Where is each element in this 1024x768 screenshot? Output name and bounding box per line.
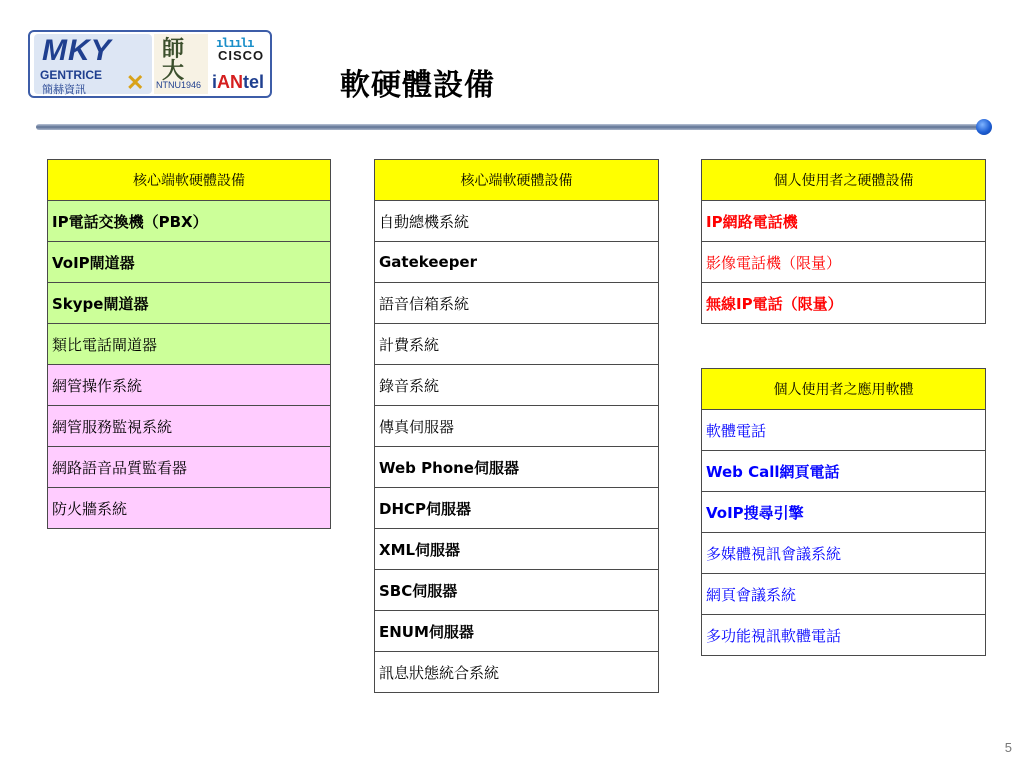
divider-knob-icon xyxy=(976,119,992,135)
iantel-i: i xyxy=(212,72,218,92)
table-cell: XML伺服器 xyxy=(375,529,659,570)
table-cell: DHCP伺服器 xyxy=(375,488,659,529)
gentrice-text: GENTRICE xyxy=(40,68,103,82)
table-cell: 訊息狀態統合系統 xyxy=(375,652,659,693)
table-cell: Web Call網頁電話 xyxy=(702,451,986,492)
table-cell: SBC伺服器 xyxy=(375,570,659,611)
logo-banner xyxy=(28,30,272,98)
table-cell: 網管服務監視系統 xyxy=(48,406,331,447)
table-cell: ENUM伺服器 xyxy=(375,611,659,652)
table-cell: 多媒體視訊會議系統 xyxy=(702,533,986,574)
gentrice-zh-text: 簡赫資訊 xyxy=(42,83,86,96)
table-cell: 語音信箱系統 xyxy=(375,283,659,324)
table-cell: 影像電話機（限量） xyxy=(702,242,986,283)
ntnu-logo xyxy=(154,34,208,94)
table-header: 核心端軟硬體設備 xyxy=(375,160,659,201)
table-cell: 類比電話閘道器 xyxy=(48,324,331,365)
table-cell: Web Phone伺服器 xyxy=(375,447,659,488)
page-number: 5 xyxy=(1004,740,1012,755)
x-mark-icon: ✕ xyxy=(126,70,145,95)
table-cell: 錄音系統 xyxy=(375,365,659,406)
table-cell: 計費系統 xyxy=(375,324,659,365)
user-hardware-table xyxy=(701,159,986,324)
table-cell: 防火牆系統 xyxy=(48,488,331,529)
table-cell: Skype閘道器 xyxy=(48,283,331,324)
table-header: 核心端軟硬體設備 xyxy=(48,160,331,201)
table-cell: 網頁會議系統 xyxy=(702,574,986,615)
cisco-text: CISCO xyxy=(218,48,265,63)
iantel-tel: tel xyxy=(243,72,265,92)
title-divider xyxy=(36,124,982,130)
table-header: 個人使用者之硬體設備 xyxy=(702,160,986,201)
table-cell: 自動總機系統 xyxy=(375,201,659,242)
user-software-table xyxy=(701,368,986,656)
table-cell: 傳真伺服器 xyxy=(375,406,659,447)
page-title: 軟硬體設備 xyxy=(340,68,495,103)
table-cell: IP網路電話機 xyxy=(702,201,986,242)
table-cell: VoIP搜尋引擎 xyxy=(702,492,986,533)
cisco-bars-icon: ılıılı xyxy=(216,36,254,50)
table-cell: 網路語音品質監看器 xyxy=(48,447,331,488)
core-hardware-table xyxy=(47,159,331,529)
mky-logo xyxy=(34,34,152,94)
table-cell: IP電話交換機（PBX） xyxy=(48,201,331,242)
iantel-logo xyxy=(212,72,264,93)
table-cell: VoIP閘道器 xyxy=(48,242,331,283)
table-cell: 多功能視訊軟體電話 xyxy=(702,615,986,656)
core-software-table xyxy=(374,159,659,693)
table-cell: 軟體電話 xyxy=(702,410,986,451)
mky-text: MKY xyxy=(42,34,112,67)
table-cell: Gatekeeper xyxy=(375,242,659,283)
table-header: 個人使用者之應用軟體 xyxy=(702,369,986,410)
table-cell: 網管操作系統 xyxy=(48,365,331,406)
ntnu-glyph: 師大 xyxy=(162,36,185,84)
cisco-logo xyxy=(212,34,268,64)
table-cell: 無線IP電話（限量） xyxy=(702,283,986,324)
ntnu-text: NTNU1946 xyxy=(156,80,202,90)
iantel-an: AN xyxy=(217,72,244,92)
